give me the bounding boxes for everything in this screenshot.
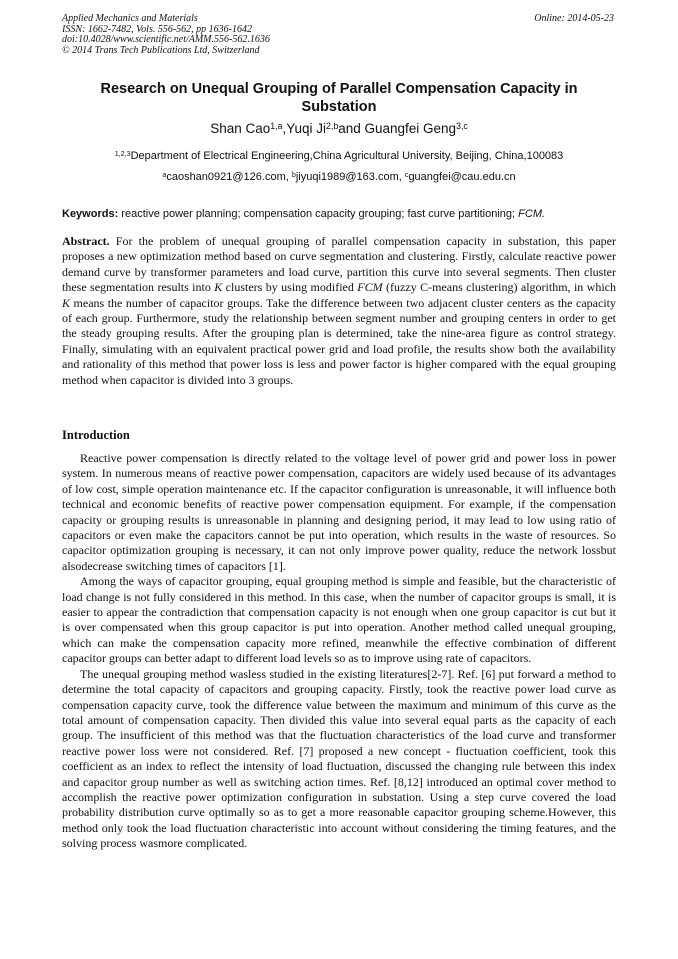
online-date: Online: 2014-05-23	[534, 13, 614, 24]
affiliation	[62, 149, 616, 163]
journal-copyright: © 2014 Trans Tech Publications Ltd, Switzerland	[62, 44, 260, 56]
author-separator: ,	[282, 121, 287, 136]
abstract-label: Abstract.	[62, 234, 110, 248]
abstract-paragraph	[62, 234, 616, 388]
journal-header	[62, 14, 270, 56]
abstract-text: (fuzzy C-means clustering) algorithm, in which	[382, 280, 617, 295]
intro-paragraph-2: Among the ways of capacitor grouping, equal grouping method is simple and feasible, but the characteristic of load change is not fully considered in this method. In this case, when the number of capacitor groups is small, it is easier to appear the contradiction that compensation capacity is not enough when one group capacitor is cut but it is over compensated when this group capacitor is put into operation. Another method called unequal grouping, which can make the compensation capacity more refined, meanwhile the effective combination of different capacitor groups can better adapt to different load levels so as to improve using rate of capacitors.	[62, 574, 616, 666]
author-name: Guangfei Geng	[364, 121, 457, 136]
keywords-label: Keywords:	[62, 208, 119, 220]
abstract-var: K	[214, 280, 223, 295]
abstract	[62, 234, 616, 388]
keywords-last: FCM.	[518, 208, 546, 220]
paper-title	[62, 80, 616, 116]
author-list	[62, 121, 616, 137]
section-heading-introduction: Introduction	[62, 428, 130, 442]
email-link[interactable]: guangfei@cau.edu.cn	[408, 171, 516, 183]
abstract-text: clusters by using modified	[222, 280, 358, 295]
title-line-2: Substation	[301, 99, 377, 115]
email-sup: b	[291, 170, 296, 179]
title-line-1: Research on Unequal Grouping of Parallel Compensation Capacity in	[100, 81, 578, 97]
abstract-var: FCM	[357, 280, 383, 295]
intro-paragraph-1: Reactive power compensation is directly related to the voltage level of power grid and power loss in power system. In numerous means of reactive power compensation, capacitors are widely used because of its advantages of low cost, simple operation maintenance etc. If the capacitor configuration is unreasonable, it will influence both technical and economic benefits of reactive power compensation equipment. For example, if the compensation capacity or grouping results is unreasonable in planning and designing period, it may lead to low using ratio of capacitors or even make the capacitors cannot be put into operation, which results in the waste of resources. So capacitor optimization grouping is necessary, it can not only improve power quality, reduce the network lossbut alsodecrease switching times of capacitors [1].	[62, 451, 616, 573]
journal-name: Applied Mechanics and Materials	[62, 13, 198, 24]
abstract-var: K	[62, 295, 71, 310]
affiliation-text: Department of Electrical Engineering,China Agricultural University, Beijing, China,100083	[130, 150, 564, 162]
email-sup: c	[404, 170, 409, 179]
author-name: Shan Cao	[210, 121, 271, 136]
author-sup: 3,c	[456, 121, 468, 132]
intro-paragraph-3: The unequal grouping method wasless studied in the existing literatures[2-7]. Ref. [6] put forward a method to determine the total capacity of capacitors and grouping capacity. Firstly, took the reactive power load curve as compensation capacity curve, took the difference value between the maximum and minimum of this curve as the total amount of compensation capacity. Then divided this value into several equal parts as the capacity of each group. The insufficient of this method was that the fluctuation characteristics of the load curve and transformer reactive power loss were not considered. Ref. [7] proposed a new concept - fluctuation coefficient, took this coefficient as an index to reflect the intensity of load fluctuation, discussed the changing rule between this index and capacitor group number as well as switching action times. Ref. [8,12] introduced an optimal cover method to accomplish the reactive power optimization configuration in substation. Using a step curve covered the load probability distribution curve optimally so as to get a more reasonable capacitor grouping scheme.However, this method only took the load fluctuation characteristic into account without considering the timing features, and the solving process wasmore complicated.	[62, 666, 616, 851]
abstract-text: means the number of capacitor groups. Take the difference between two adjacent cluster centers as the capacity of each group. Furthermore, study the relationship between segment number and grouping centers in order to get the steady grouping results. After the grouping plan is determined, take the nine-area figure as control strategy. Finally, simulating with an equivalent practical power grid and load profile, the results show both the availability and rationality of this method that power loss is less and power factor is higher compared with the equal grouping method when capacitor is divided into 3 groups.	[62, 295, 616, 387]
abstract-text: For the problem of unequal grouping of parallel compensation capacity in substation, this paper proposes a new optimization method based on curve segmentation and clustering. Firstly, calculate reactive power demand curve by transformer parameters and load curve, partition this curve into several segments. Then cluster these segmentation results into	[62, 234, 616, 295]
keywords	[62, 207, 616, 221]
email-link[interactable]: caoshan0921@126.com,	[166, 171, 292, 183]
keywords-text: reactive power planning; compensation capacity grouping; fast curve partitioning;	[118, 208, 519, 220]
affiliation-sup: 1,2,3	[114, 149, 131, 158]
journal-doi: doi:10.4028/www.scientific.net/AMM.556-562.1636	[62, 34, 270, 45]
author-sup: 2,b	[326, 121, 339, 132]
email-link[interactable]: jiyuqi1989@163.com,	[295, 171, 405, 183]
author-name: Yuqi Ji	[286, 121, 327, 136]
email-sup: a	[162, 170, 167, 179]
author-sup: 1,a	[270, 121, 283, 132]
introduction-body	[62, 451, 616, 852]
author-emails	[62, 170, 616, 184]
journal-issn: ISSN: 1662-7482, Vols. 556-562, pp 1636-1642	[62, 23, 252, 35]
author-separator: and	[338, 121, 365, 136]
